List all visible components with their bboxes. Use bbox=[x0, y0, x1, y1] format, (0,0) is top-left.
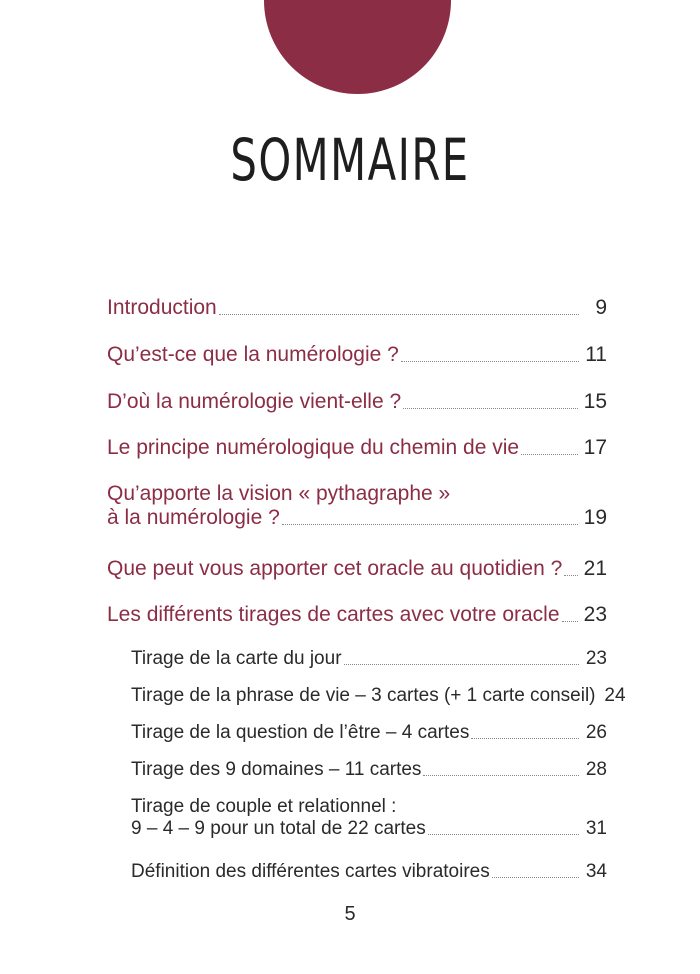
toc-subentry-page: 23 bbox=[585, 648, 607, 669]
dot-leader bbox=[564, 574, 577, 576]
toc-entry-page: 19 bbox=[583, 506, 607, 529]
toc-subentry-label: Tirage des 9 domaines – 11 cartes bbox=[131, 759, 422, 780]
toc-entry-label: Introduction bbox=[107, 296, 217, 319]
toc-subentry-label-line1: Tirage de couple et relationnel : bbox=[131, 796, 397, 817]
toc-subentry[interactable] bbox=[131, 722, 607, 744]
toc-subentry-label-line2: 9 – 4 – 9 pour un total de 22 cartes bbox=[131, 818, 426, 839]
toc-subentry[interactable] bbox=[131, 796, 607, 840]
toc-entry-page: 9 bbox=[595, 296, 607, 319]
toc-entry[interactable] bbox=[107, 603, 607, 627]
toc-entry-label-line1: Qu’apporte la vision « pythagraphe » bbox=[107, 482, 451, 505]
toc-entry-label: Que peut vous apporter cet oracle au quotidien ? bbox=[107, 557, 563, 580]
toc-subentry-page: 31 bbox=[585, 818, 607, 839]
toc-entry[interactable] bbox=[107, 343, 607, 367]
toc-subentry-page: 28 bbox=[585, 759, 607, 780]
toc-entry[interactable] bbox=[107, 296, 607, 320]
decorative-circle bbox=[264, 0, 451, 94]
page-title: SOMMAIRE bbox=[230, 126, 470, 194]
toc-subentry-label: Tirage de la carte du jour bbox=[131, 648, 342, 669]
toc-entry-label: D’où la numérologie vient-elle ? bbox=[107, 390, 402, 413]
dot-leader bbox=[423, 774, 579, 776]
toc-entry-label: Les différents tirages de cartes avec votre oracle bbox=[107, 603, 560, 626]
dot-leader bbox=[521, 453, 578, 455]
dot-leader bbox=[562, 620, 578, 622]
dot-leader bbox=[282, 523, 578, 525]
dot-leader bbox=[492, 876, 579, 878]
toc-entry-page: 21 bbox=[583, 557, 607, 580]
toc-entry[interactable] bbox=[107, 390, 607, 414]
dot-leader bbox=[344, 663, 579, 665]
dot-leader bbox=[401, 360, 579, 362]
toc-subentry-label: Définition des différentes cartes vibratoires bbox=[131, 861, 490, 882]
dot-leader bbox=[428, 833, 579, 835]
toc-subentry[interactable] bbox=[131, 861, 607, 883]
toc-entry-label: Qu’est-ce que la numérologie ? bbox=[107, 343, 399, 366]
dot-leader bbox=[219, 313, 579, 315]
toc-subentry-page: 26 bbox=[585, 722, 607, 743]
toc-subentry[interactable] bbox=[131, 685, 626, 707]
dot-leader bbox=[471, 737, 579, 739]
dot-leader bbox=[403, 407, 577, 409]
toc-entry-page: 17 bbox=[583, 436, 607, 459]
toc-entry-label-line2: à la numérologie ? bbox=[107, 506, 280, 529]
toc-subentry-page: 34 bbox=[585, 861, 607, 882]
toc-entry-page: 15 bbox=[583, 390, 607, 413]
toc-subentry[interactable] bbox=[131, 759, 607, 781]
toc-subentry-label: Tirage de la phrase de vie – 3 cartes (+ 1 carte conseil) bbox=[131, 685, 596, 706]
toc-subentry[interactable] bbox=[131, 648, 607, 670]
toc-subentry-label: Tirage de la question de l’être – 4 cartes bbox=[131, 722, 470, 743]
toc-entry[interactable] bbox=[107, 436, 607, 460]
toc-entry[interactable] bbox=[107, 557, 607, 581]
toc-entry-page: 23 bbox=[583, 603, 607, 626]
toc-entry-page: 11 bbox=[585, 343, 607, 366]
toc-subentry-page: 24 bbox=[604, 685, 626, 706]
toc-entry-label: Le principe numérologique du chemin de vie bbox=[107, 436, 520, 459]
page-number: 5 bbox=[344, 903, 356, 925]
toc-entry[interactable] bbox=[107, 482, 607, 530]
